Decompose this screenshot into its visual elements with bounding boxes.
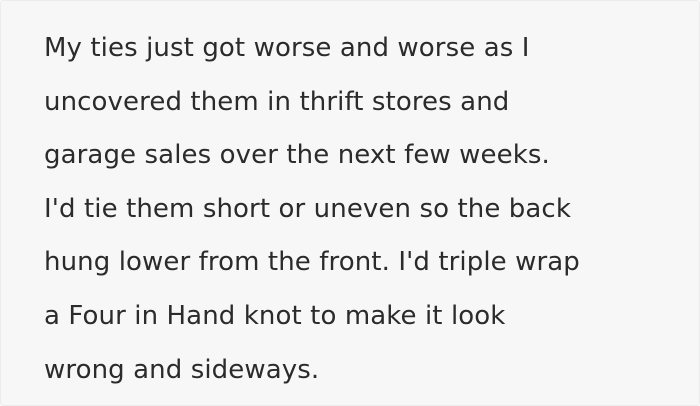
text-line: hung lower from the front. I'd triple wrap [44,247,580,278]
text-line: a Four in Hand knot to make it look [44,300,506,331]
text-line: My ties just got worse and worse as I [44,33,530,63]
text-line: I'd tie them short or uneven so the back [44,193,571,224]
text-line: wrong and sideways. [44,354,320,385]
text-line: garage sales over the next few weeks. [44,140,550,171]
text-line: uncovered them in thrift stores and [44,86,510,117]
